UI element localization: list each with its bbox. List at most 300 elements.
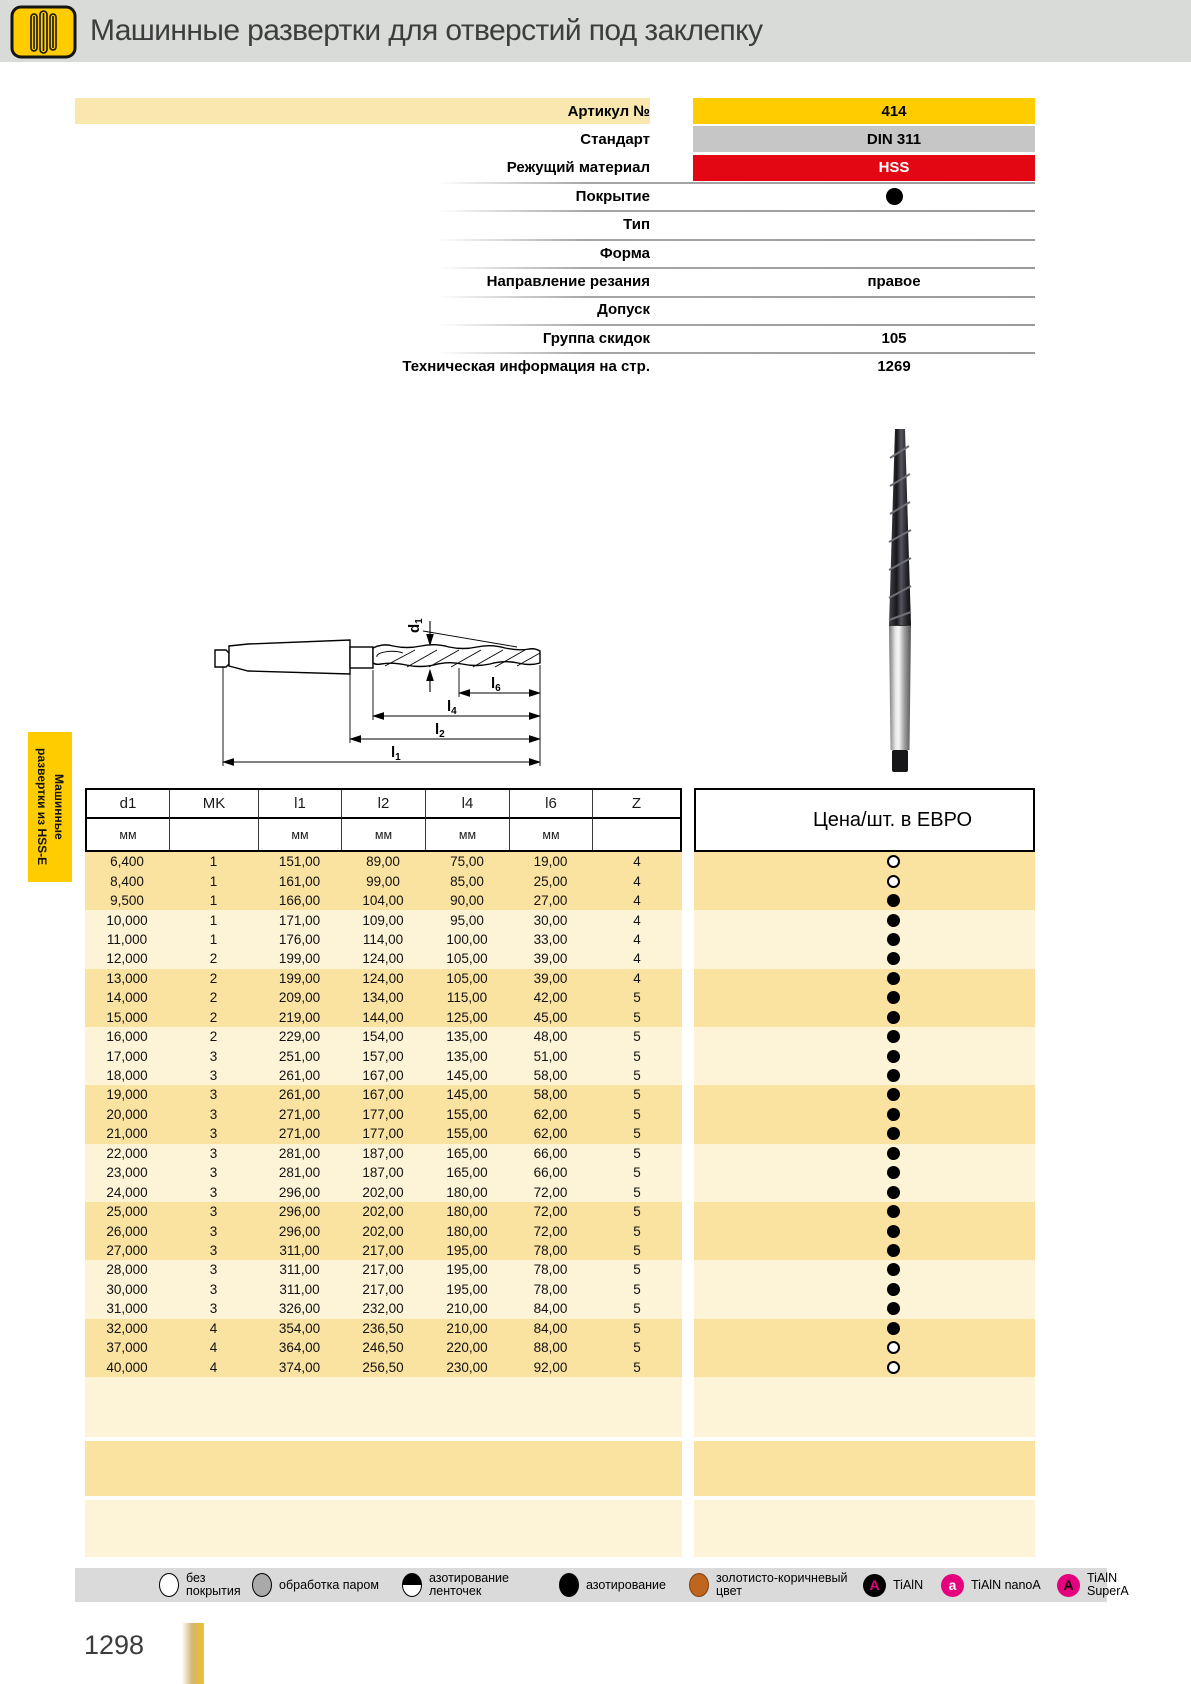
price-column-header: Цена/шт. в ЕВРО (694, 788, 1035, 852)
table-cell: 5 (633, 1281, 641, 1297)
table-cell: 4 (633, 854, 641, 870)
price-row (694, 1338, 1035, 1357)
table-cell: 5 (633, 1301, 641, 1317)
table-cell: 1 (209, 931, 218, 947)
table-cell: 354,00 (278, 1320, 321, 1336)
uncoated-dot-icon (887, 855, 900, 868)
info-label: Техническая информация на стр. (402, 358, 650, 376)
info-label: Допуск (597, 301, 650, 319)
table-cell: 78,00 (533, 1281, 568, 1297)
table-cell: 3 (209, 1165, 218, 1181)
coated-dot-icon (887, 1088, 900, 1101)
legend-label: золотисто-коричневый цвет (716, 1571, 848, 1598)
table-cell: 2 (209, 970, 218, 986)
legend-label: азотирование (586, 1577, 666, 1592)
table-cell: 3 (209, 1223, 218, 1239)
table-row (85, 1144, 682, 1163)
coated-dot-icon (887, 1127, 900, 1140)
table-cell: 1 (209, 873, 218, 889)
table-cell: 5 (633, 1009, 641, 1025)
table-cell: 72,00 (533, 1204, 568, 1220)
table-cell: 78,00 (533, 1242, 568, 1258)
table-row (85, 930, 682, 949)
dim-label-l6: l (491, 675, 496, 692)
table-cell: 5 (633, 1184, 641, 1200)
price-row (694, 1027, 1035, 1046)
unit-cell: мм (87, 819, 170, 850)
table-cell: 202,00 (362, 1204, 404, 1220)
info-row-form (75, 240, 1035, 266)
price-row (694, 1241, 1035, 1260)
legend-item (402, 1568, 509, 1602)
table-cell: 217,00 (362, 1242, 404, 1258)
table-cell: 66,00 (533, 1165, 568, 1181)
table-cell: 177,00 (362, 1126, 404, 1142)
table-cell: 167,00 (362, 1068, 404, 1084)
price-row (694, 930, 1035, 949)
table-cell: 90,00 (450, 893, 484, 909)
table-cell: 28,000 (106, 1262, 148, 1278)
uncoated-dot-icon (887, 1361, 900, 1374)
info-label: Покрытие (575, 187, 650, 205)
separator (437, 267, 1035, 269)
table-cell: 155,00 (446, 1106, 488, 1122)
column-header-z: Z (593, 790, 680, 819)
price-row (694, 1124, 1035, 1143)
table-cell: 105,00 (446, 951, 488, 967)
info-row-tech-info (75, 354, 1035, 380)
table-cell: 135,00 (446, 1048, 488, 1064)
table-cell: 3 (209, 1126, 218, 1142)
table-row (85, 1008, 682, 1027)
table-cell: 195,00 (446, 1242, 488, 1258)
tialn-badge-icon: A (863, 1574, 886, 1597)
table-cell: 39,00 (533, 951, 568, 967)
price-row (694, 871, 1035, 890)
table-cell: 155,00 (446, 1126, 488, 1142)
product-photo (878, 420, 924, 780)
table-cell: 3 (209, 1242, 218, 1258)
coated-dot-icon (887, 1069, 900, 1082)
unit-cell: мм (426, 819, 510, 850)
table-cell: 5 (633, 1340, 641, 1356)
empty-block (694, 1500, 1035, 1557)
empty-block (85, 1441, 682, 1496)
uncoated-circle-icon (159, 1573, 179, 1597)
table-cell: 3 (209, 1301, 218, 1317)
dim-label-d1: d (406, 623, 423, 633)
table-cell: 33,00 (533, 931, 568, 947)
separator (437, 296, 1035, 298)
table-cell: 99,00 (366, 873, 400, 889)
table-cell: 11,000 (106, 931, 148, 947)
table-cell: 109,00 (362, 912, 404, 928)
table-cell: 84,00 (533, 1320, 568, 1336)
table-cell: 187,00 (362, 1165, 404, 1181)
cut-direction-value: правое (867, 272, 921, 290)
price-row (694, 969, 1035, 988)
table-cell: 311,00 (279, 1281, 320, 1297)
table-cell: 23,000 (106, 1165, 148, 1181)
table-cell: 89,00 (366, 854, 400, 870)
table-cell: 22,000 (106, 1145, 148, 1161)
standard-value: DIN 311 (693, 126, 1035, 152)
table-cell: 5 (633, 1359, 641, 1375)
table-cell: 16,000 (106, 1029, 148, 1045)
table-cell: 114,00 (362, 931, 404, 947)
tech-info-page-value: 1269 (877, 358, 911, 376)
svg-text:l4: $l_4$ (447, 698, 457, 717)
legend-label: без покрытия (186, 1571, 241, 1598)
coated-dot-icon (887, 1147, 900, 1160)
table-cell: 144,00 (362, 1009, 404, 1025)
table-row (85, 1163, 682, 1182)
coated-dot-icon (887, 1166, 900, 1179)
table-cell: 5 (633, 1106, 641, 1122)
coated-dot-icon (887, 972, 900, 985)
page-title: Машинные развертки для отверстий под заклепку (90, 14, 763, 47)
table-row (85, 910, 682, 929)
info-label: Тип (623, 216, 650, 234)
legend-item (863, 1568, 923, 1602)
table-cell: 271,00 (278, 1106, 321, 1122)
table-cell: 40,000 (106, 1359, 148, 1375)
table-cell: 15,000 (106, 1009, 148, 1025)
table-cell: 4 (633, 951, 641, 967)
table-cell: 32,000 (106, 1320, 148, 1336)
table-cell: 5 (633, 1068, 641, 1084)
svg-text:l2: $l_2$ (435, 721, 445, 740)
coated-dot-icon (887, 1030, 900, 1043)
column-header-l6: l6 (510, 790, 593, 819)
dim-label-l2: l (435, 721, 440, 738)
unit-cell: мм (259, 819, 342, 850)
table-cell: 167,00 (362, 1087, 404, 1103)
table-cell: 3 (209, 1068, 218, 1084)
table-cell: 3 (209, 1184, 218, 1200)
table-cell: 95,00 (450, 912, 484, 928)
coated-dot-icon (887, 1011, 900, 1024)
table-row (85, 1260, 682, 1279)
table-cell: 261,00 (278, 1068, 321, 1084)
coating-dot-icon (886, 188, 903, 205)
table-cell: 85,00 (450, 873, 484, 889)
table-cell: 374,00 (278, 1359, 321, 1375)
table-cell: 124,00 (362, 951, 404, 967)
table-cell: 3 (209, 1106, 218, 1122)
table-cell: 195,00 (446, 1262, 488, 1278)
table-cell: 180,00 (446, 1184, 488, 1200)
table-cell: 62,00 (533, 1126, 568, 1142)
table-cell: 24,000 (106, 1184, 148, 1200)
info-row-cut-direction (75, 268, 1035, 294)
price-row (694, 1144, 1035, 1163)
table-cell: 154,00 (362, 1029, 404, 1045)
unit-cell: мм (342, 819, 426, 850)
table-row (85, 1338, 682, 1357)
table-row (85, 1105, 682, 1124)
discount-group-value: 105 (881, 329, 907, 347)
coated-dot-icon (887, 1108, 900, 1121)
info-label: Режущий материал (506, 159, 650, 177)
table-cell: 1 (209, 912, 218, 928)
coated-dot-icon (887, 1322, 900, 1335)
separator (437, 182, 1035, 184)
table-cell: 20,000 (106, 1106, 148, 1122)
table-cell: 210,00 (446, 1320, 488, 1336)
uncoated-dot-icon (887, 875, 900, 888)
price-row (694, 891, 1035, 910)
table-cell: 296,00 (278, 1184, 321, 1200)
header-bar (0, 0, 1191, 62)
table-cell: 72,00 (533, 1184, 568, 1200)
table-cell: 4 (633, 912, 641, 928)
table-cell: 4 (209, 1320, 218, 1336)
table-row (85, 1182, 682, 1201)
table-cell: 42,00 (533, 990, 568, 1006)
spec-table-header (85, 788, 682, 852)
table-cell: 5 (633, 1262, 641, 1278)
table-cell: 19,00 (533, 854, 568, 870)
table-cell: 251,00 (278, 1048, 321, 1064)
table-cell: 5 (633, 1320, 641, 1336)
table-cell: 199,00 (278, 951, 321, 967)
table-cell: 176,00 (278, 931, 321, 947)
gold-brown-circle-icon (689, 1573, 709, 1597)
table-cell: 4 (633, 970, 641, 986)
table-cell: 6,400 (110, 854, 144, 870)
table-cell: 236,50 (362, 1320, 404, 1336)
price-row (694, 988, 1035, 1007)
table-cell: 165,00 (446, 1145, 488, 1161)
table-cell: 72,00 (533, 1223, 568, 1239)
unit-cell: мм (510, 819, 593, 850)
table-cell: 115,00 (446, 990, 488, 1006)
table-cell: 25,000 (106, 1204, 148, 1220)
table-cell: 5 (633, 1048, 641, 1064)
table-cell: 1 (209, 893, 218, 909)
table-cell: 4 (209, 1359, 218, 1375)
table-cell: 311,00 (279, 1242, 320, 1258)
table-cell: 18,000 (106, 1068, 148, 1084)
table-cell: 75,00 (450, 854, 484, 870)
price-row (694, 1182, 1035, 1201)
article-number: 414 (693, 98, 1035, 124)
table-cell: 58,00 (533, 1087, 568, 1103)
table-cell: 27,00 (533, 893, 568, 909)
table-cell: 25,00 (533, 873, 568, 889)
info-row-discount-group (75, 325, 1035, 351)
table-cell: 4 (633, 931, 641, 947)
price-column-rows (694, 852, 1035, 1437)
table-cell: 135,00 (446, 1029, 488, 1045)
table-cell: 12,000 (106, 951, 148, 967)
info-label: Артикул № (75, 98, 650, 124)
table-cell: 5 (633, 1145, 641, 1161)
table-cell: 180,00 (446, 1204, 488, 1220)
table-cell: 271,00 (278, 1126, 321, 1142)
svg-text:d1: $d_1$ (406, 618, 425, 633)
legend-item (941, 1568, 1041, 1602)
coated-dot-icon (887, 1302, 900, 1315)
table-row (85, 852, 682, 871)
nitrided-circle-icon (559, 1573, 579, 1597)
coated-dot-icon (887, 952, 900, 965)
table-row (85, 1299, 682, 1318)
table-row (85, 1221, 682, 1240)
table-cell: 58,00 (533, 1068, 568, 1084)
info-row-standard (75, 126, 1035, 152)
price-row (694, 1280, 1035, 1299)
coated-dot-icon (887, 894, 900, 907)
table-cell: 296,00 (278, 1223, 321, 1239)
technical-drawing (195, 545, 555, 780)
legend-label: азотирование ленточек (429, 1571, 509, 1598)
price-row (694, 1357, 1035, 1376)
table-cell: 62,00 (533, 1106, 568, 1122)
table-cell: 48,00 (533, 1029, 568, 1045)
coated-dot-icon (887, 1205, 900, 1218)
sidebar-category-tab (28, 732, 72, 882)
table-row (85, 1124, 682, 1143)
separator (437, 239, 1035, 241)
table-cell: 217,00 (362, 1281, 404, 1297)
price-row (694, 1299, 1035, 1318)
table-row (85, 1046, 682, 1065)
table-cell: 30,00 (533, 912, 568, 928)
table-cell: 246,50 (362, 1340, 404, 1356)
coated-dot-icon (887, 1050, 900, 1063)
table-row (85, 949, 682, 968)
table-cell: 27,000 (106, 1242, 148, 1258)
tialn-super-badge-icon: A (1057, 1574, 1080, 1597)
table-cell: 26,000 (106, 1223, 148, 1239)
table-cell: 2 (209, 1029, 218, 1045)
gold-edge-strip (182, 1623, 204, 1684)
table-cell: 2 (209, 1009, 218, 1025)
table-cell: 92,00 (533, 1359, 568, 1375)
table-cell: 187,00 (362, 1145, 404, 1161)
legend-item (159, 1568, 241, 1602)
table-row (85, 891, 682, 910)
coated-dot-icon (887, 1186, 900, 1199)
table-cell: 157,00 (362, 1048, 404, 1064)
table-row (85, 871, 682, 890)
table-cell: 2 (209, 990, 218, 1006)
info-row-tolerance (75, 297, 1035, 323)
table-cell: 88,00 (533, 1340, 568, 1356)
column-header-l2: l2 (342, 790, 426, 819)
legend-item (559, 1568, 666, 1602)
table-cell: 45,00 (533, 1009, 568, 1025)
coating-value (693, 183, 1035, 209)
table-cell: 125,00 (446, 1009, 488, 1025)
spec-table-rows (85, 852, 682, 1437)
info-row-article (75, 98, 1035, 124)
price-row (694, 1260, 1035, 1279)
table-cell: 180,00 (446, 1223, 488, 1239)
separator (437, 352, 1035, 354)
price-row (694, 1066, 1035, 1085)
table-cell: 151,00 (278, 854, 321, 870)
sidebar-tab-line1: Машинные (52, 774, 66, 840)
table-cell: 217,00 (362, 1262, 404, 1278)
sidebar-tab-line2: развертки из HSS-E (35, 748, 49, 866)
table-cell: 14,000 (106, 990, 148, 1006)
table-cell: 296,00 (278, 1204, 321, 1220)
table-cell: 199,00 (278, 970, 321, 986)
table-cell: 5 (633, 1029, 641, 1045)
table-cell: 3 (209, 1145, 218, 1161)
coated-dot-icon (887, 914, 900, 927)
table-cell: 281,00 (278, 1145, 321, 1161)
table-cell: 209,00 (278, 990, 321, 1006)
table-row (85, 1357, 682, 1376)
table-row (85, 1027, 682, 1046)
price-row (694, 1105, 1035, 1124)
half-nitrided-circle-icon (402, 1573, 422, 1597)
table-cell: 100,00 (446, 931, 488, 947)
table-cell: 4 (633, 873, 641, 889)
table-cell: 145,00 (446, 1068, 488, 1084)
table-cell: 5 (633, 1204, 641, 1220)
table-cell: 166,00 (278, 893, 321, 909)
price-row (694, 1008, 1035, 1027)
table-cell: 3 (209, 1281, 218, 1297)
table-cell: 134,00 (362, 990, 404, 1006)
table-cell: 37,000 (106, 1340, 148, 1356)
table-cell: 3 (209, 1262, 218, 1278)
column-header-d1: d1 (87, 790, 170, 819)
table-cell: 21,000 (106, 1126, 148, 1142)
table-cell: 19,000 (106, 1087, 148, 1103)
unit-cell (170, 819, 259, 850)
empty-block (85, 1500, 682, 1557)
table-cell: 232,00 (362, 1301, 404, 1317)
table-cell: 281,00 (278, 1165, 321, 1181)
table-cell: 261,00 (278, 1087, 321, 1103)
table-cell: 3 (209, 1048, 218, 1064)
table-cell: 3 (209, 1087, 218, 1103)
table-row (85, 1280, 682, 1299)
table-cell: 66,00 (533, 1145, 568, 1161)
price-row (694, 1046, 1035, 1065)
table-cell: 202,00 (362, 1223, 404, 1239)
table-row (85, 1319, 682, 1338)
table-cell: 1 (209, 854, 218, 870)
separator (437, 324, 1035, 326)
empty-block (694, 1441, 1035, 1496)
column-header-l1: l1 (259, 790, 342, 819)
table-cell: 39,00 (533, 970, 568, 986)
tialn-nano-badge-icon: a (941, 1574, 964, 1597)
table-cell: 31,000 (106, 1301, 148, 1317)
coated-dot-icon (887, 1283, 900, 1296)
table-row (85, 1085, 682, 1104)
table-row (85, 969, 682, 988)
page-number: 1298 (84, 1630, 145, 1660)
info-label: Форма (599, 244, 650, 262)
table-cell: 10,000 (106, 912, 148, 928)
price-row (694, 1163, 1035, 1182)
table-row (85, 1066, 682, 1085)
steam-treated-circle-icon (252, 1573, 272, 1597)
table-cell: 256,50 (362, 1359, 404, 1375)
coated-dot-icon (887, 1263, 900, 1276)
table-cell: 30,000 (106, 1281, 148, 1297)
table-cell: 364,00 (278, 1340, 321, 1356)
column-header-l4: l4 (426, 790, 510, 819)
